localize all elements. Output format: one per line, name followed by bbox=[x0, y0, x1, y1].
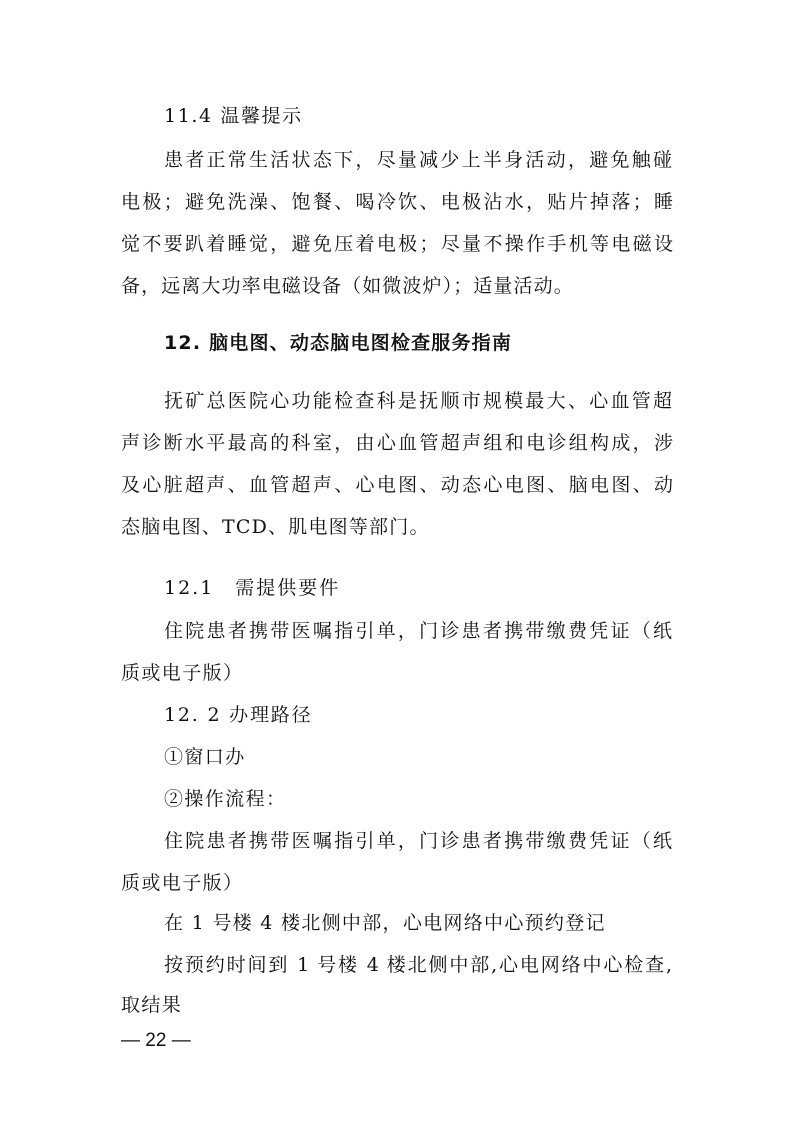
paragraph-line: 电极；避免洗澡、饱餐、喝冷饮、电极沾水，贴片掉落；睡 bbox=[121, 191, 673, 213]
section-heading-12: 12. 脑电图、动态脑电图检查服务指南 bbox=[164, 332, 513, 354]
paragraph-line: 觉不要趴着睡觉，避免压着电极；尽量不操作手机等电磁设 bbox=[121, 233, 673, 255]
paragraph-line: 声诊断水平最高的科室，由心血管超声组和电诊组构成，涉 bbox=[121, 432, 673, 454]
paragraph-line: 质或电子版） bbox=[121, 662, 244, 684]
paragraph-line: 备，远离大功率电磁设备（如微波炉）；适量活动。 bbox=[121, 275, 574, 297]
paragraph-line: 及心脏超声、血管超声、心电图、动态心电图、脑电图、动 bbox=[121, 474, 673, 496]
page-number: — 22 — bbox=[121, 1030, 191, 1051]
list-item-window: ①窗口办 bbox=[164, 746, 246, 768]
paragraph-line: 取结果 bbox=[121, 994, 183, 1016]
list-item-procedure: ②操作流程： bbox=[164, 788, 287, 810]
paragraph-line: 态脑电图、TCD、肌电图等部门。 bbox=[121, 516, 430, 538]
paragraph-line: 质或电子版） bbox=[121, 872, 244, 894]
paragraph-line: 在 1 号楼 4 楼北侧中部，心电网络中心预约登记 bbox=[164, 912, 606, 934]
paragraph-line: 抚矿总医院心功能检查科是抚顺市规模最大、心血管超 bbox=[164, 390, 672, 412]
paragraph-line: 住院患者携带医嘱指引单，门诊患者携带缴费凭证（纸 bbox=[164, 830, 672, 852]
paragraph-line: 患者正常生活状态下，尽量减少上半身活动，避免触碰 bbox=[164, 149, 672, 171]
paragraph-line: 住院患者携带医嘱指引单，门诊患者携带缴费凭证（纸 bbox=[164, 620, 672, 642]
section-heading-11-4: 11.4 温馨提示 bbox=[164, 105, 303, 127]
section-heading-12-1: 12.1 需提供要件 bbox=[164, 577, 341, 599]
paragraph-line: 按预约时间到 1 号楼 4 楼北侧中部,心电网络中心检查, bbox=[164, 954, 672, 976]
section-heading-12-2: 12. 2 办理路径 bbox=[164, 704, 313, 726]
